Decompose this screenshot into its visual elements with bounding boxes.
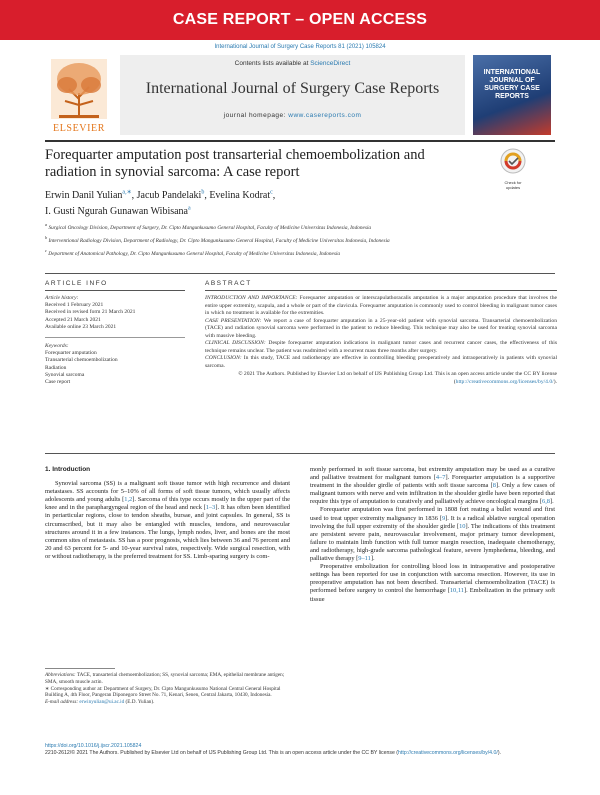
left-column [45,466,290,561]
keyword: Transarterial chemoembolization [45,357,118,364]
article-title: Forequarter amputation post transarterial chemoembolization and radiation in synovial sarcoma: A case report [45,147,425,180]
article-info-heading: ARTICLE INFO [45,280,108,287]
history-item: Received in revised form 21 March 2021 [45,309,136,316]
introduction-heading: 1. Introduction [45,466,91,473]
keywords-label: Keywords: [45,343,69,350]
reference-link[interactable]: 10,11 [449,587,464,595]
homepage-link[interactable]: www.casereports.com [288,112,362,119]
affiliation: $^a$ Surgical Oncology Division, Department of Surgery, Dr. Cipto Mangunkusumo General Hospital, Faculty of Medicine Universitas Indonesia, Indonesia [45,222,372,231]
contents-line [120,55,465,67]
intro-paragraph: Preoperative embolization for controlling blood loss in intraoperative and postoperative settings has been reported for use in conjunction with sarcoma resection. However, its use in preoperative amputation has not been described. Transarterial chemoembolization (TACE) is performed before surgery to control the hemorrhage [10,11]. Embolization in the primary soft tissue [310,563,555,603]
sciencedirect-link[interactable]: ScienceDirect [310,60,351,67]
elsevier-wordmark: ELSEVIER [52,123,106,134]
abstract-intro: INTRODUCTION AND IMPORTANCE: Forequarter amputation or interscapulathoracalis amputation is a major amputation procedure that involves the entire upper extremity, scapula, and a whole or part of the clavicula. Forequarter amputation is commonly used to control bleeding in malignant tumor cases in which no treatment is available for the extremities. [205,295,557,316]
author-list [45,187,465,218]
abstract-copyright: © 2021 The Authors. Published by Elsevier Ltd on behalf of IJS Publishing Group Ltd. This is an open access article under the CC BY license (http://creativecommons.org/licenses/by/4.0/). [238,371,557,385]
reference-link[interactable]: 9–11 [358,555,371,563]
abstract-heading: ABSTRACT [205,280,252,287]
footer-license-link[interactable]: http://creativecommons.org/licenses/by/4.0/ [398,749,498,756]
author[interactable]: Evelina Kodrat$^c$, [209,190,276,202]
abstract-rule [205,290,557,291]
homepage-line [120,112,465,119]
author[interactable]: I. Gusti Ngurah Gunawan Wibisana$^a$ [45,205,191,217]
affiliation: $^b$ Interventional Radiology Division, Department of Radiology, Dr. Cipto Mangunkusumo General Hospital, Faculty of Medicine Universitas Indonesia, Indonesia [45,234,390,244]
reference-link[interactable]: 9 [441,514,446,522]
license-link[interactable]: http://creativecommons.org/licenses/by/4.0/ [455,378,554,385]
intro-paragraph: Forequarter amputation was first performed in 1808 fort reating a bullet wound and first used to treat upper extremity malignancy in 1836 [9]. It is a radical ablative surgical operation involving the full upper extremity of the shoulder girdle [10]. The indications of this treatment are persistent severe pain, neurovascular involvement, major primary tumor development, failure to maintain limb function with full tumor margin resection, inadequate chemotherapy, and radiotherapy, high-grade sarcoma pathological feature, severe lymphedema, bleeding, and palliative therapy [9–11]. [310,506,555,563]
email-link[interactable]: erwinyulian@ui.ac.id [79,699,125,706]
affiliations [45,221,545,259]
corresponding-author-note: ∗ Corresponding author at: Department of Surgery, Dr. Cipto Mangunkusumo National Central General Hospital Building A, 4th Floor, Pangeran Diponegoro Street No. 71, Kenari, Senen, Central Jakarta, 10430, Indonesia. [45,685,281,699]
affiliation: $^c$ Department of Anatomical Pathology, Dr. Cipto Mangunkusumo General Hospital, Faculty of Medicine Universitas Indonesia, Indonesia [45,247,341,257]
abstract-case: CASE PRESENTATION: We report a case of forequarter amputation in a 25-year-old patient with synovial sarcoma. Transarterial chemoembolization (TACE) and radiation synovial sarcoma were performed in the patient to reduce bleeding. This technique may also be used for treating synovial sarcoma with massive bleeding. [205,317,557,339]
reference-link[interactable]: 1–3 [205,504,216,512]
journal-cover-image [473,55,551,135]
abstract-body [205,295,557,386]
journal-citation[interactable]: International Journal of Surgery Case Reports 81 (2021) 105824 [214,44,386,50]
footnote-rule [45,668,115,669]
doi-link[interactable]: https://doi.org/10.1016/j.ijscr.2021.105824 [45,743,142,749]
history-item: Available online 23 March 2021 [45,323,117,330]
section-divider [45,273,555,274]
reference-link[interactable]: 4–7 [435,474,446,482]
reference-link[interactable]: 10 [459,522,466,530]
article-info-rule [45,290,185,291]
page-footer [45,743,555,757]
article-info [45,295,185,386]
keyword: Radiation [45,364,67,371]
header-divider [45,140,555,142]
keyword: Case report [45,379,71,386]
email-note: E-mail address: erwinyulian@ui.ac.id (E.D. Yulian). [45,699,155,706]
abstract-end-rule [45,453,555,454]
footer-license: 2210-2612/© 2021 The Authors. Published by Elsevier Ltd on behalf of IJS Publishing Group Ltd. This is an open access article under the CC BY license (http://creativecommons.org/licenses/by/4.0/). [45,749,501,756]
history-label: Article history: [45,295,79,301]
history-item: Accepted 21 March 2021 [45,316,101,323]
cover-title: INTERNATIONAL JOURNAL OF SURGERY CASE REPORTS [483,69,541,100]
reference-link[interactable]: 6,8 [542,498,551,506]
reference-link[interactable]: 1,2 [124,496,133,504]
case-report-banner: CASE REPORT – OPEN ACCESS [0,0,600,40]
author[interactable]: Erwin Danil Yulian$^{a,∗}$, [45,190,137,202]
right-column [310,466,555,604]
journal-title-box [120,55,465,135]
check-for-updates-icon [500,148,526,174]
reference-link[interactable]: 8 [492,482,496,490]
check-for-updates-badge[interactable] [500,148,526,190]
abbreviations-note: Abbreviations: TACE, transarterial chemoembolization; SS, synovial sarcoma; EMA, epithelial membrane antigen; SMA, smooth muscle actin. [45,672,285,685]
homepage-label: journal homepage: [223,112,286,119]
intro-paragraph: Synovial sarcoma (SS) is a malignant soft tissue tumor with high recurrence and distant metastases. SS accounts for 5–10% of all forms of soft tissue tumors, which usually affects adolescents and young adults [1,2]. Sarcoma of this type occurs mostly in the upper part of the knee and in the paraphargyngeal region of the head and neck [1–3]. It has often been identified in periarticular regions, close to tendon sheaths, bursae, and joint capsules. In general, SS is circumscribed, but it may also be entangled with muscles, tendons, and neurovascular structures around it in a few instances. The lungs, lymph nodes, liver, and bones are the most common sites of metastasis. SS has a poor prognosis, which lies between 36 and 76 percent and 20 and 63 percent for 5- and 10-year survival rates, respectively. Wide surgical resection, with or without radiotherapy, is the preferred treatment for SS. Limb-sparing surgery is com- [45,480,290,560]
abstract-conclusion: CONCLUSION: In this study, TACE and radiotherapy are effective in controlling bleeding preoperatively and intraoperatively in patients with synovial sarcoma. [205,355,557,369]
check-for-updates-label: Check for updates [504,180,522,190]
journal-header [45,55,555,141]
intro-paragraph: monly performed in soft tissue sarcoma, but extremity amputation may be used as a curative and palliative treatment for malignant tumors [4–7]. Forequarter amputation is a supportive treatment in the shoulder girdle of patients with soft tissue sarcoma [8]. Only a few cases of malignant tumors with nerve and vein infiltration in the shoulder girdle have been reported that require this type of amputation to curatively and palliatively achieve oncological margins [6,8]. [310,466,556,506]
info-divider [45,337,185,338]
journal-title: International Journal of Surgery Case Reports [145,80,440,97]
footnotes [45,672,290,706]
contents-prefix: Contents lists available at [234,60,309,67]
keyword: Forequarter amputation [45,350,97,357]
keyword: Synovial sarcoma [45,371,85,378]
abstract-discussion: CLINICAL DISCUSSION: Despite forequarter amputation indications in malignant tumor cases and recurrent cancer cases, the effectiveness of this technique remains unclear. The patient was readmitted with a recurrent mass three months after surgery. [205,340,558,354]
author[interactable]: Jacub Pandelaki$^b$, [136,190,210,202]
history-item: Received 1 February 2021 [45,302,104,309]
